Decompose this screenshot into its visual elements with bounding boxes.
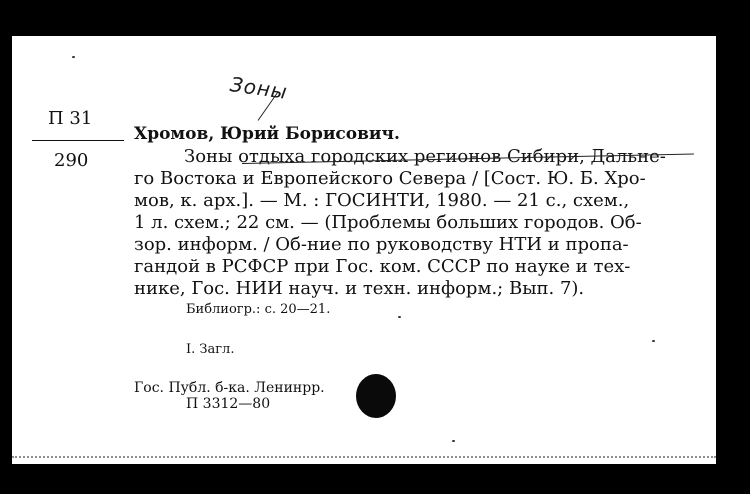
library-stamp-text xyxy=(134,380,325,412)
library-code: П 3312—80 xyxy=(186,396,271,412)
library-name: Гос. Публ. б-ка. Ленинрр. xyxy=(134,380,325,396)
call-number-sub: 290 xyxy=(54,150,89,171)
title-entry: I. Загл. xyxy=(186,342,235,357)
dust-speck xyxy=(652,340,655,342)
dust-speck xyxy=(72,56,75,58)
handwritten-note: Зоны xyxy=(228,72,290,104)
author-heading: Хромов, Юрий Борисович. xyxy=(134,124,400,144)
description-block xyxy=(134,146,704,300)
description-line: нике, Гос. НИИ науч. и техн. информ.; Вып. 7). xyxy=(134,278,585,299)
call-number: П 31 xyxy=(48,108,93,129)
description-line: мов, к. арх.]. — М. : ГОСИНТИ, 1980. — 21 с., схем., xyxy=(134,190,630,211)
bibliography-note: Библиогр.: с. 20—21. xyxy=(186,302,331,317)
description-line: гандой в РСФСР при Гос. ком. СССР по науке и тех- xyxy=(134,256,631,277)
dust-speck xyxy=(452,440,455,442)
catalog-card xyxy=(12,36,716,464)
description-line: го Востока и Европейского Севера / [Сост. Ю. Б. Хро- xyxy=(134,168,646,189)
dust-speck xyxy=(398,316,401,318)
punch-hole xyxy=(356,374,396,418)
call-number-divider xyxy=(32,140,124,141)
description-line: 1 л. схем.; 22 см. — (Проблемы больших городов. Об- xyxy=(134,212,642,233)
description-line: Зоны отдыха городских регионов Сибири, Дальне- xyxy=(184,146,666,167)
description-line: зор. информ. / Об-ние по руководству НТИ и пропа- xyxy=(134,234,629,255)
